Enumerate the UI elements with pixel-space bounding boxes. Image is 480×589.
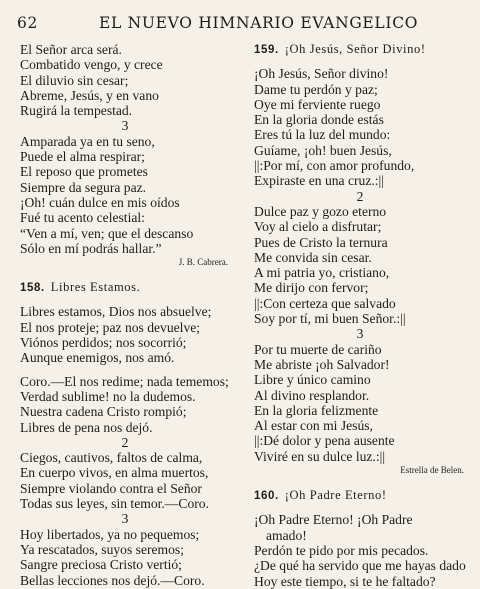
verse-line: amado! [266, 527, 307, 543]
hymn-title: ¡Oh Padre Eterno! [284, 488, 387, 503]
verse-line: ¡Oh! cuán dulce en mis oídos [20, 194, 180, 210]
verse-line: Oye mi ferviente ruego [254, 96, 381, 112]
hymn-number: 159. [254, 44, 279, 56]
verse-line: “Ven a mí, ven; que el descanso [20, 225, 194, 241]
verse-line: ¿De qué ha servido que me hayas dado [254, 558, 466, 574]
verse-line: Dame tu perdón y paz; [254, 81, 378, 97]
verse-line: Libres de pena nos dejó. [20, 419, 153, 435]
verse-line: Al estar con mi Jesús, [254, 418, 373, 434]
verse-line: Dulce paz y gozo eterno [254, 203, 387, 219]
verse-line: El diluvio sin cesar; [20, 72, 129, 88]
verse-line: Verdad sublime! no la dudemos. [20, 388, 196, 404]
verse-line: Al divino resplandor. [254, 387, 370, 403]
verse-line: Ya rescatados, suyos seremos; [20, 541, 184, 557]
verse-line: El reposo que prometes [20, 164, 148, 180]
verse-line: Por tu muerte de cariño [254, 341, 382, 357]
verse-line: Expiraste en una cruz.:|| [254, 173, 384, 189]
verse-line: Sólo en mí podrás hallar.” [20, 240, 162, 256]
verse-line: Siempre da segura paz. [20, 179, 147, 195]
verse-line: ¡Oh Padre Eterno! ¡Oh Padre [254, 512, 413, 528]
verse-line: Voy al cielo a disfrutar; [254, 219, 382, 235]
verse-line: En cuerpo vivos, en alma muertos, [20, 465, 209, 481]
spacer [254, 476, 466, 488]
verse-line: Hoy este tiempo, si te he faltado? [254, 573, 436, 589]
verse-line: Puede el alma respirar; [20, 149, 145, 165]
verse-line: Libres estamos, Dios nos absuelve; [20, 304, 212, 320]
verse-line: Me dirijo con fervor; [254, 280, 369, 296]
verse-line: Coro.—El nos redime; nada tememos; [20, 373, 229, 389]
verse-line: Viónos perdidos; nos socorrió; [20, 335, 187, 351]
verse-line: Libre y único camino [254, 372, 371, 388]
left-column [20, 42, 230, 588]
page-header [17, 14, 460, 32]
verse-line: El nos proteje; paz nos devuelve; [20, 319, 201, 335]
verse-number: 3 [356, 326, 364, 342]
verse-line: A mi patria yo, cristiano, [254, 265, 390, 281]
verse-line: Amparada ya en tu seno, [20, 133, 155, 149]
verse-line: Me convida sin cesar. [254, 249, 372, 265]
spacer [20, 296, 230, 304]
verse-line: Bellas lecciones nos dejó.—Coro. [20, 572, 205, 588]
verse-line: En la gloria donde estás [254, 112, 384, 128]
verse-line: El Señor arca será. [20, 42, 122, 57]
hymn-title: Libres Estamos. [50, 280, 141, 295]
hymn-heading [254, 42, 466, 58]
running-title: EL NUEVO HIMNARIO EVANGELICO [99, 14, 419, 32]
spacer [20, 366, 230, 374]
verse-number: 3 [121, 118, 129, 134]
hymn-number: 160. [254, 490, 279, 503]
verse-line: Abreme, Jesús, y en vano [20, 87, 159, 103]
verse-line: En la gloria felizmente [254, 402, 379, 418]
verse-line: Me abriste ¡oh Salvador! [254, 356, 390, 372]
verse-line: Combatido vengo, y crece [20, 57, 163, 73]
verse-line: Viviré en su dulce luz.:|| [254, 448, 386, 464]
verse-number: 2 [121, 434, 129, 450]
verse-line: Eres tú la luz del mundo: [254, 127, 391, 143]
spacer [20, 268, 230, 280]
verse-line: Pues de Cristo la ternura [254, 234, 388, 250]
verse-line: ||:Con certeza que salvado [254, 295, 396, 311]
verse-line: Todas sus leyes, sin temor.—Coro. [20, 496, 209, 512]
verse-line: Nuestra cadena Cristo rompió; [20, 404, 187, 420]
hymn-heading [254, 488, 466, 504]
verse-line: Soy por tí, mi buen Señor.:|| [254, 311, 406, 327]
verse-number: 3 [121, 511, 129, 527]
hymn-number: 158. [20, 282, 45, 295]
hymn-title: ¡Oh Jesús, Señor Divino! [284, 42, 426, 56]
attribution: Estrella de Belen. [400, 465, 464, 476]
verse-line: Ciegos, cautivos, faltos de calma, [20, 450, 203, 466]
verse-line: Perdón te pido por mis pecados. [254, 542, 429, 558]
verse-line: Guíame, ¡oh! buen Jesús, [254, 142, 392, 158]
verse-line: ¡Oh Jesús, Señor divino! [254, 66, 389, 82]
verse-line: Sangre preciosa Cristo vertió; [20, 557, 182, 573]
spacer [254, 58, 466, 66]
attribution: J. B. Cabrera. [178, 257, 228, 268]
verse-line: ||:Dé dolor y pena ausente [254, 433, 395, 449]
verse-line: Hoy libertados, ya no pequemos; [20, 526, 200, 542]
verse-number: 2 [356, 188, 364, 204]
verse-line: ||:Por mí, con amor profundo, [254, 158, 415, 174]
hymn-heading [20, 280, 230, 296]
verse-line: Aunque enemigos, nos amó. [20, 350, 175, 366]
spacer [254, 504, 466, 512]
page-number: 62 [17, 14, 39, 32]
verse-line: Fué tu acento celestial: [20, 210, 145, 226]
verse-line: Siempre violando contra el Señor [20, 480, 202, 496]
right-column [254, 42, 466, 589]
verse-line: Rugirá la tempestad. [20, 103, 133, 119]
